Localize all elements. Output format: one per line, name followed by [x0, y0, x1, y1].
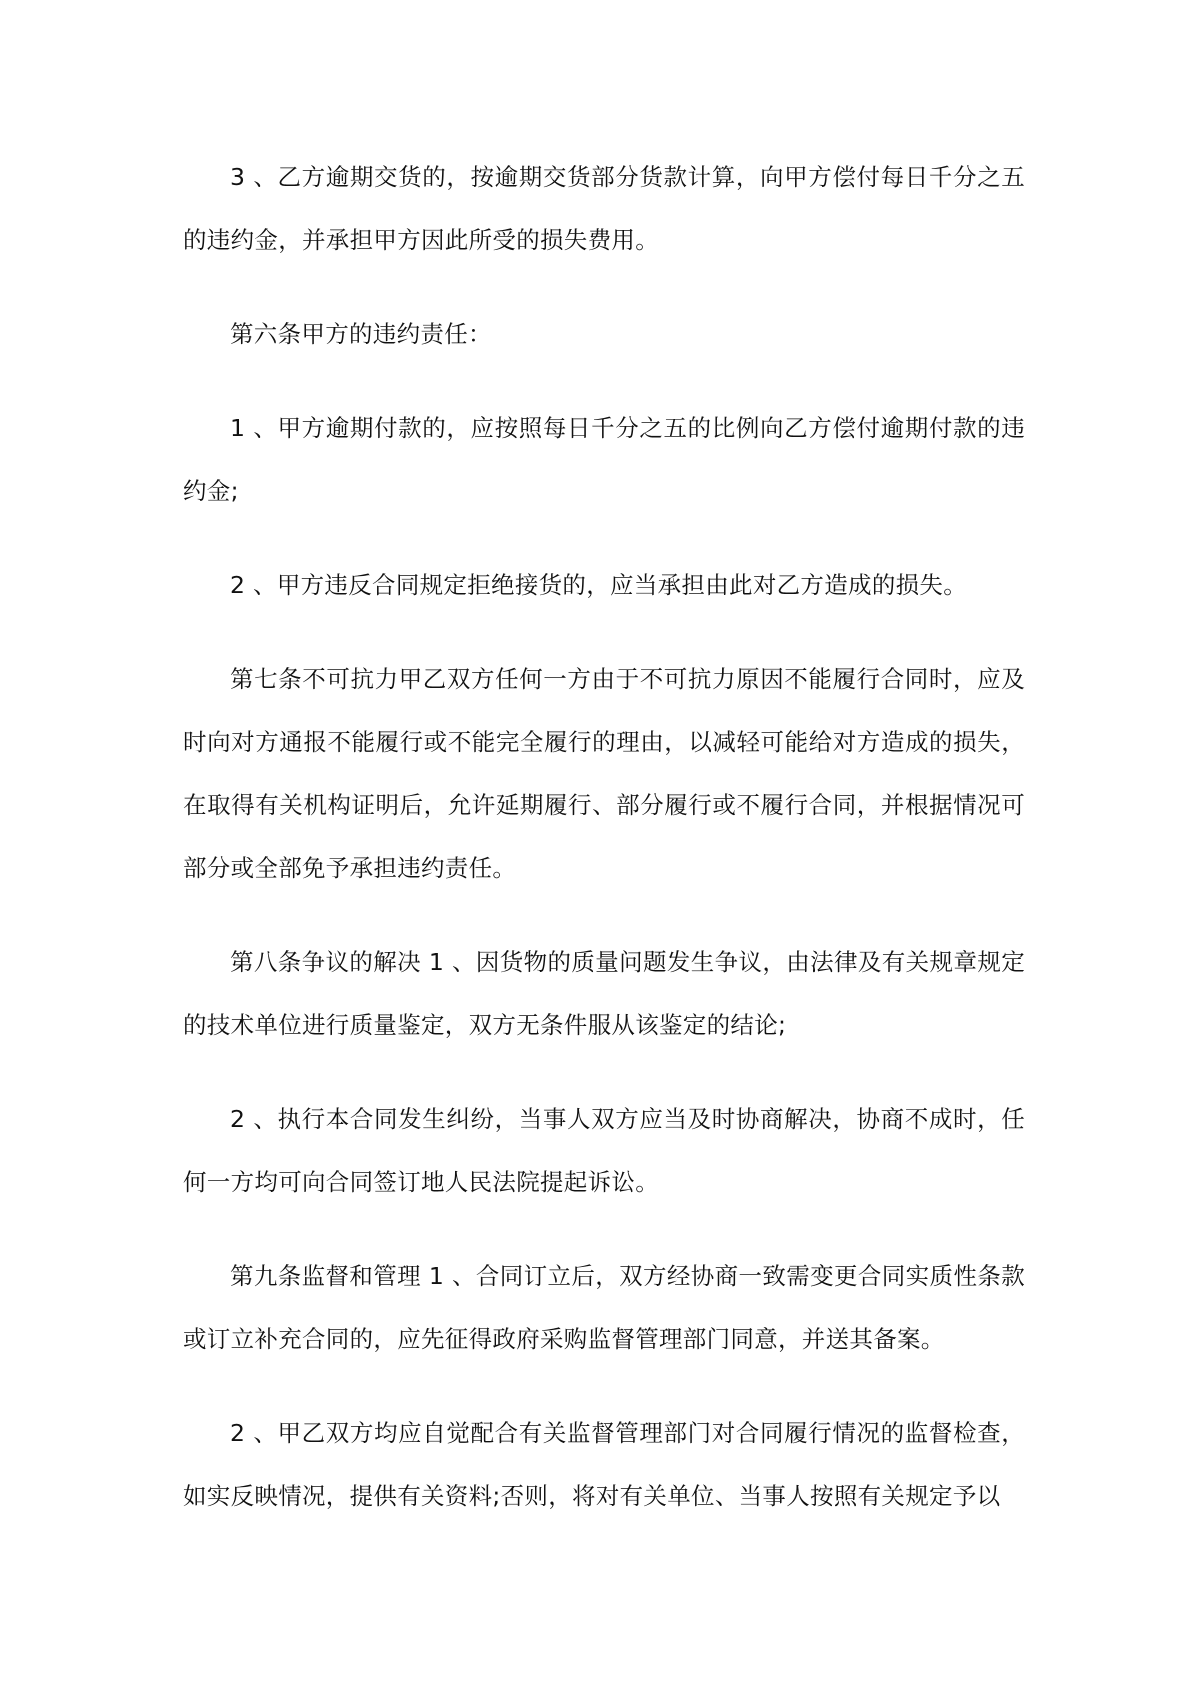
paragraph-supervision-cooperation: 2 、甲乙双方均应自觉配合有关监督管理部门对合同履行情况的监督检查，如实反映情况，提供有关资料;否则，将对有关单位、当事人按照有关规定予以 [183, 1419, 1025, 1510]
paragraph-dispute-litigation: 2 、执行本合同发生纠纷，当事人双方应当及时协商解决，协商不成时，任何一方均可向合同签订地人民法院提起诉讼。 [183, 1105, 1025, 1196]
paragraph-article-7-force-majeure: 第七条不可抗力甲乙双方任何一方由于不可抗力原因不能履行合同时，应及时向对方通报不能履行或不能完全履行的理由，以减轻可能给对方造成的损失，在取得有关机构证明后，允许延期履行、部分履行或不履行合同，并根据情况可部分或全部免予承担违约责任。 [183, 665, 1025, 882]
document-body [183, 146, 1025, 1559]
paragraph-article-9-supervision: 第九条监督和管理 1 、合同订立后，双方经协商一致需变更合同实质性条款或订立补充合同的，应先征得政府采购监督管理部门同意，并送其备案。 [183, 1262, 1025, 1353]
paragraph-buyer-late-payment: 1 、甲方逾期付款的，应按照每日千分之五的比例向乙方偿付逾期付款的违约金; [183, 414, 1025, 505]
paragraph-buyer-refuse-delivery: 2 、甲方违反合同规定拒绝接货的，应当承担由此对乙方造成的损失。 [230, 571, 968, 599]
paragraph-article-8-dispute-resolution: 第八条争议的解决 1 、因货物的质量问题发生争议，由法律及有关规章规定的技术单位进行质量鉴定，双方无条件服从该鉴定的结论; [183, 948, 1025, 1039]
paragraph-article-6-heading: 第六条甲方的违约责任： [230, 320, 492, 348]
paragraph-breach-seller-late-delivery: 3 、乙方逾期交货的，按逾期交货部分货款计算，向甲方偿付每日千分之五的违约金，并承担甲方因此所受的损失费用。 [183, 163, 1025, 254]
